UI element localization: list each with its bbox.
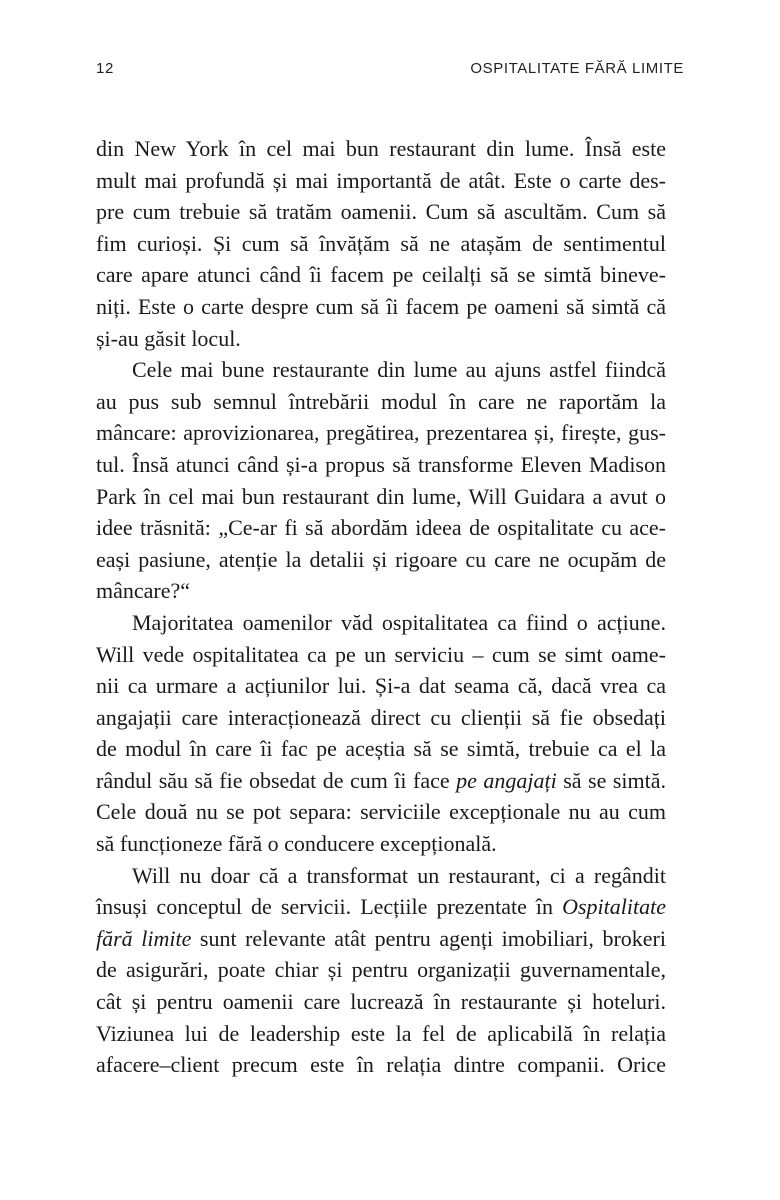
text-line: pre cum trebuie să tratăm oamenii. Cum să ascultăm. Cum să [96, 199, 666, 225]
italic-book-title: fără limite [96, 925, 192, 951]
text-line: de asigurări, poate chiar și pentru organizații guvernamentale, [96, 957, 666, 983]
text-line: Majoritatea oamenilor văd ospitalitatea ca fiind o acțiune. [132, 609, 666, 635]
running-header [96, 60, 684, 84]
text-line: Viziunea lui de leadership este la fel de aplicabilă în relația [96, 1020, 666, 1046]
italic-emphasis: pe angajați [456, 767, 557, 793]
text-line: să funcționeze fără o conducere excepțională. [96, 831, 497, 857]
page-number: 12 [96, 60, 114, 77]
text-line: tul. Însă atunci când și-a propus să transforme Eleven Madison [96, 451, 666, 477]
text-line: Cele mai bune restaurante din lume au ajuns astfel fiindcă [132, 357, 666, 383]
text-line-with-italic [96, 765, 666, 797]
text-line: și-au găsit locul. [96, 325, 241, 351]
text-line: niți. Este o carte despre cum să îi facem pe oameni să simtă că [96, 293, 666, 319]
text-line: din New York în cel mai bun restaurant din lume. Însă este [96, 136, 666, 161]
text-line: care apare atunci când îi facem pe ceilalți să se simtă bineve- [96, 262, 666, 288]
body-text [96, 133, 666, 1081]
text-segment: însuși conceptul de servicii. Lecțiile prezentate în [96, 894, 563, 920]
text-line: au pus sub semnul întrebării modul în care ne raportăm la [96, 388, 666, 414]
text-line: angajații care interacționează direct cu clienții să fie obsedați [96, 704, 666, 730]
paragraph [96, 354, 666, 607]
italic-book-title: Ospitalitate [562, 894, 666, 920]
text-line: mâncare: aprovizionarea, pregătirea, prezentarea și, firește, gus- [96, 420, 666, 446]
text-line: mult mai profundă și mai importantă de atât. Este o carte des- [96, 167, 666, 193]
paragraph [96, 860, 666, 1081]
text-line-with-italic [96, 891, 666, 923]
text-line: Will vede ospitalitatea ca pe un serviciu – cum se simt oame- [96, 641, 666, 667]
text-line: mâncare?“ [96, 578, 191, 604]
text-line: Park în cel mai bun restaurant din lume, Will Guidara a avut o [96, 483, 666, 509]
text-line: afacere–client precum este în relația dintre companii. Orice [96, 1052, 666, 1078]
text-line: eași pasiune, atenție la detalii și rigoare cu care ne ocupăm de [96, 546, 666, 572]
running-title: OSPITALITATE FĂRĂ LIMITE [470, 60, 684, 77]
text-segment: Will nu doar că a transformat un restaurant, ci a regândit [132, 862, 666, 888]
text-line: Cele două nu se pot separa: serviciile excepționale nu au cum [96, 799, 666, 825]
paragraph [96, 133, 666, 354]
paragraph [96, 607, 666, 860]
text-line [96, 860, 666, 892]
text-segment: rândul său să fie obsedat de cum îi face [96, 767, 457, 793]
text-segment: să se simtă. [556, 767, 666, 793]
text-line: de modul în care îi fac pe aceștia să se simtă, trebuie ca el la [96, 736, 666, 762]
text-line-with-italic [96, 923, 666, 955]
text-line: cât și pentru oamenii care lucrează în restaurante și hoteluri. [96, 989, 666, 1015]
text-segment: sunt relevante atât pentru agenți imobiliari, brokeri [191, 925, 666, 951]
text-line: idee trăsnită: „Ce-ar fi să abordăm ideea de ospitalitate cu ace- [96, 515, 666, 541]
text-line: nii ca urmare a acțiunilor lui. Și-a dat seama că, dacă vrea ca [96, 673, 666, 699]
text-line: fim curioși. Și cum să învățăm să ne atașăm de sentimentul [96, 230, 666, 256]
